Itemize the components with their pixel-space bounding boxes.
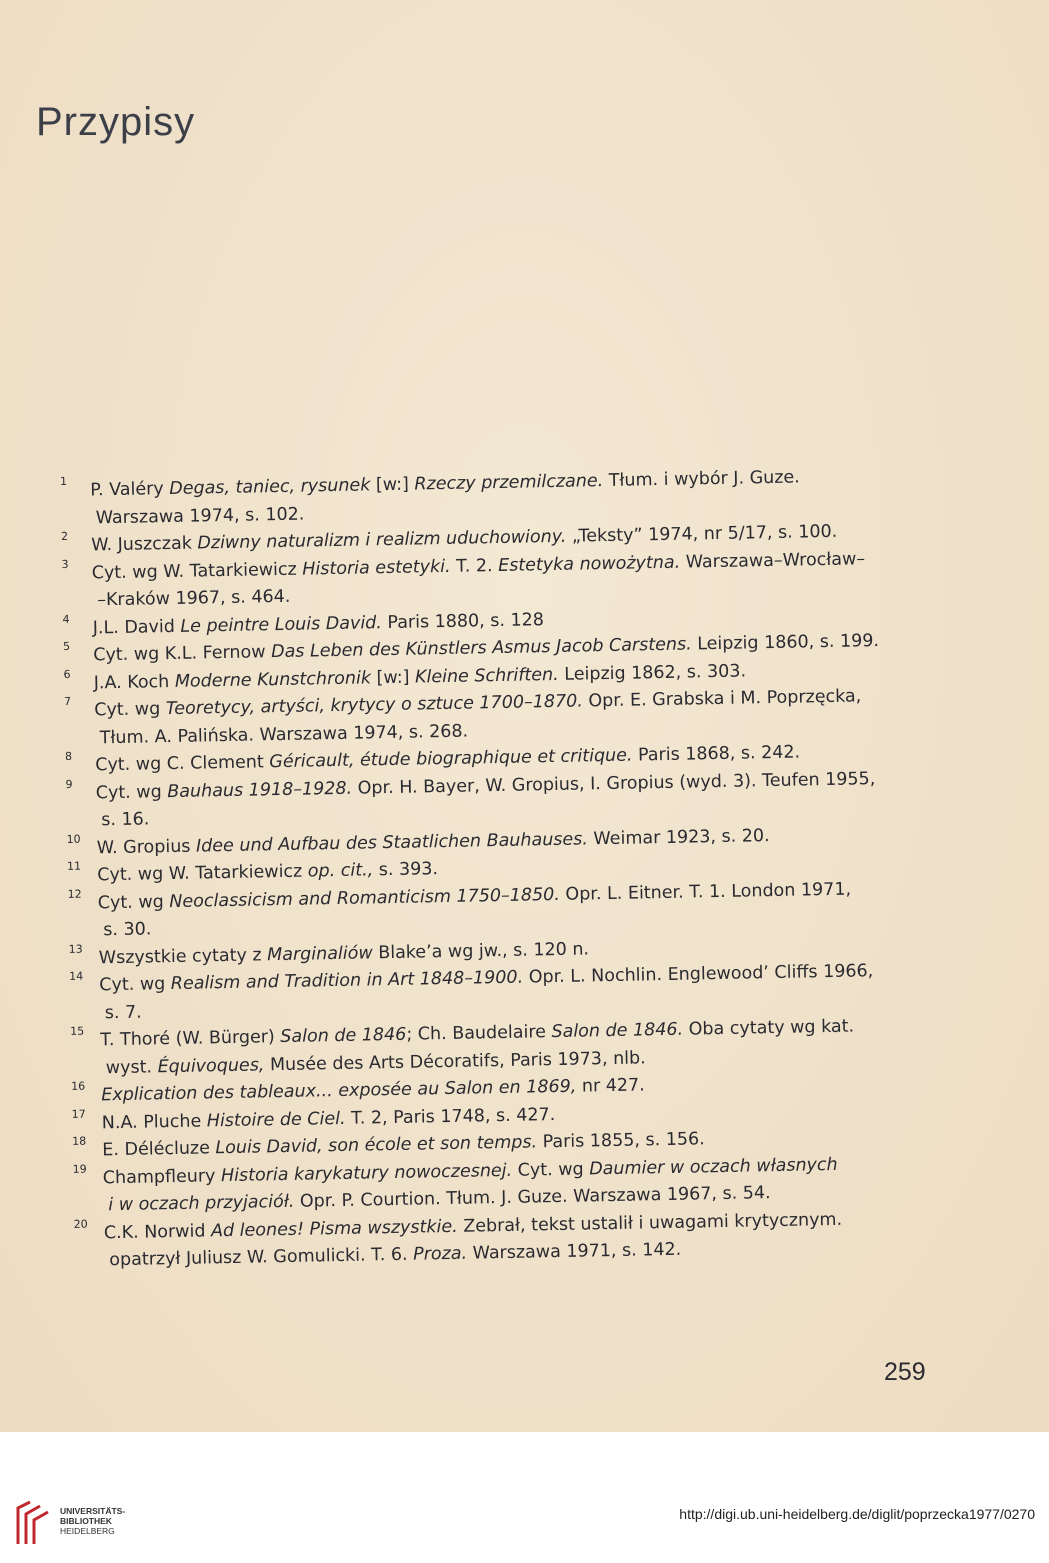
footnote-text-line: s. 30. <box>103 919 152 941</box>
footnote-number: 5 <box>62 639 71 653</box>
footnote-text-line: Cyt. wg Bauhaus 1918–1928. Opr. H. Bayer, W. Gropius, I. Gropius (wyd. 3). Teufen 1955, <box>95 768 876 803</box>
footnote-title: Équivoques, <box>157 1054 265 1077</box>
footnote-title: Salon de 1846 <box>280 1024 407 1048</box>
footnote-text-line: opatrzył Juliusz W. Gomulicki. T. 6. Proza. Warszawa 1971, s. 142. <box>109 1239 682 1271</box>
footnote-title: Moderne Kunstchronik <box>174 667 372 692</box>
footnote-number: 17 <box>71 1107 86 1121</box>
footnote-number: 2 <box>60 529 69 543</box>
footnote-text-line: i w oczach przyjaciół. Opr. P. Courtion. Tłum. J. Guze. Warszawa 1967, s. 54. <box>108 1183 771 1216</box>
footnote-title: Degas, taniec, rysunek <box>169 475 371 499</box>
footnote-number: 6 <box>63 667 71 681</box>
footnote-number: 11 <box>67 859 82 873</box>
footnote-text-line: C.K. Norwid Ad leones! Pisma wszystkie. Zebrał, tekst ustalił i uwagami krytycznym. <box>103 1209 843 1243</box>
footnote-title: Rzeczy przemilczane. <box>414 471 604 495</box>
footnote-title: Realism and Tradition in Art 1848–1900. <box>170 967 524 995</box>
footnote-number: 4 <box>62 612 70 626</box>
footnote-title: Neoclassicism and Romanticism 1750–1850. <box>169 884 561 912</box>
footnote-title: Teoretycy, artyści, krytycy o sztuce 1700–1870. <box>165 691 584 720</box>
footnote-title: Historia karykatury nowoczesnej. <box>220 1160 513 1186</box>
footnote-number: 18 <box>72 1134 87 1148</box>
footnote-text-line: Cyt. wg W. Tatarkiewicz Historia estetyki. T. 2. Estetyka nowożytna. Warszawa–Wrocław– <box>91 548 866 583</box>
footnote-text-line: W. Gropius Idee und Aufbau des Staatlichen Bauhauses. Weimar 1923, s. 20. <box>96 825 770 858</box>
footnote-number: 14 <box>69 969 84 983</box>
footnote-number: 13 <box>68 942 83 956</box>
source-url[interactable]: http://digi.ub.uni-heidelberg.de/diglit/poprzecka1977/0270 <box>679 1506 1035 1522</box>
footnote-number: 12 <box>67 887 82 901</box>
footnote-text-line: wyst. Équivoques, Musée des Arts Décoratifs, Paris 1973, nlb. <box>105 1047 646 1078</box>
footnote-title: Salon de 1846. <box>551 1019 684 1043</box>
footnote-text-line: E. Délécluze Louis David, son école et son temps. Paris 1855, s. 156. <box>102 1129 705 1161</box>
footnote-title: Ad leones! Pisma wszystkie. <box>210 1216 458 1241</box>
footnote-text-line: Cyt. wg K.L. Fernow Das Leben des Künstlers Asmus Jacob Carstens. Leipzig 1860, s. 199. <box>93 631 880 666</box>
logo-line: HEIDELBERG <box>60 1526 115 1536</box>
footnote-title: Estetyka nowożytna. <box>497 552 681 576</box>
footnote-text-line: Cyt. wg Teoretycy, artyści, krytycy o sztuce 1700–1870. Opr. E. Grabska i M. Poprzęcka, <box>94 686 862 721</box>
footnote-text-line: Warszawa 1974, s. 102. <box>95 504 305 528</box>
footnote-text-line: T. Thoré (W. Bürger) Salon de 1846; Ch. Baudelaire Salon de 1846. Oba cytaty wg kat. <box>100 1016 855 1051</box>
footnote-text-line: Cyt. wg W. Tatarkiewicz op. cit., s. 393. <box>97 859 439 886</box>
footnote-number: 20 <box>73 1217 88 1231</box>
footnote-number: 7 <box>63 694 72 708</box>
library-logo-text <box>60 1506 125 1536</box>
footnote-title: Daumier w oczach własnych <box>589 1154 838 1179</box>
footnote-text-line: P. Valéry Degas, taniec, rysunek [w:] Rzeczy przemilczane. Tłum. i wybór J. Guze. <box>90 467 800 501</box>
footnote-title: Louis David, son école et son temps. <box>215 1132 538 1159</box>
footnote-number: 3 <box>61 557 69 571</box>
footnote-title: Explication des tableaux... exposée au Salon en 1869, <box>101 1076 577 1106</box>
logo-line: UNIVERSITÄTS- <box>60 1506 126 1516</box>
footnote-number: 9 <box>65 777 73 791</box>
logo-line: BIBLIOTHEK <box>60 1516 112 1526</box>
footnote-number: 19 <box>72 1162 87 1176</box>
footnote-number: 1 <box>59 474 68 488</box>
footnote-text-line: J.A. Koch Moderne Kunstchronik [w:] Kleine Schriften. Leipzig 1862, s. 303. <box>93 660 747 693</box>
page-title: Przypisy <box>36 100 196 144</box>
footnote-text-line: J.L. David Le peintre Louis David. Paris 1880, s. 128 <box>92 609 545 638</box>
footnote-number: 15 <box>70 1024 85 1038</box>
footnote-title: Dziwny naturalizm i realizm uduchowiony. <box>197 526 567 554</box>
footnote-text-line: Champfleury Historia karykatury nowoczesnej. Cyt. wg Daumier w oczach własnych <box>102 1154 838 1188</box>
footnote-text-line: –Kraków 1967, s. 464. <box>97 586 291 611</box>
footnote-title: Proza. <box>413 1243 468 1265</box>
footnote-title: Le peintre Louis David. <box>180 612 383 637</box>
footnote-title: op. cit., <box>307 860 374 882</box>
page-number: 259 <box>884 1358 926 1386</box>
footnote-title: Das Leben des Künstlers Asmus Jacob Carstens. <box>270 634 692 663</box>
footnote-text-line: N.A. Pluche Histoire de Ciel. T. 2, Paris 1748, s. 427. <box>101 1104 556 1133</box>
footnote-text-line: W. Juszczak Dziwny naturalizm i realizm uduchowiony. „Teksty” 1974, nr 5/17, s. 100. <box>91 521 838 556</box>
footnotes-list <box>60 462 944 1275</box>
footnote-text-line: s. 16. <box>101 809 150 831</box>
footnote-title: i w oczach przyjaciół. <box>108 1191 295 1216</box>
footnote-text-line: Tłum. A. Palińska. Warszawa 1974, s. 268. <box>99 721 469 748</box>
footnote-text-line: Cyt. wg Neoclassicism and Romanticism 1750–1850. Opr. L. Eitner. T. 1. London 1971, <box>97 879 852 913</box>
footnote-text-line: Explication des tableaux... exposée au Salon en 1869, nr 427. <box>101 1075 645 1106</box>
footnote-text-line: Wszystkie cytaty z Marginaliów Blake’a wg jw., s. 120 n. <box>98 938 590 968</box>
footnote-title: Historia estetyki. <box>302 556 451 580</box>
footnote-number: 16 <box>71 1079 86 1093</box>
footnote-title: Marginaliów <box>266 942 373 965</box>
footnote-number: 8 <box>64 749 73 763</box>
footnote-text-line: Cyt. wg C. Clement Géricault, étude biographique et critique. Paris 1868, s. 242. <box>95 742 801 776</box>
footnote-title: Idee und Aufbau des Staatlichen Bauhauses. <box>195 828 589 857</box>
library-logo-icon <box>14 1498 52 1548</box>
footnote-title: Bauhaus 1918–1928. <box>167 778 353 802</box>
footnote-title: Kleine Schriften. <box>414 664 559 688</box>
footer-bar <box>0 1432 1049 1563</box>
footnote-text-line: s. 7. <box>104 1002 142 1023</box>
footnote-text-line: Cyt. wg Realism and Tradition in Art 1848–1900. Opr. L. Nochlin. Englewood’ Cliffs 1966, <box>99 961 874 996</box>
footnote-title: Géricault, étude biographique et critique. <box>269 745 633 773</box>
footnote-number: 10 <box>66 832 81 846</box>
footnote-title: Histoire de Ciel. <box>206 1108 346 1131</box>
